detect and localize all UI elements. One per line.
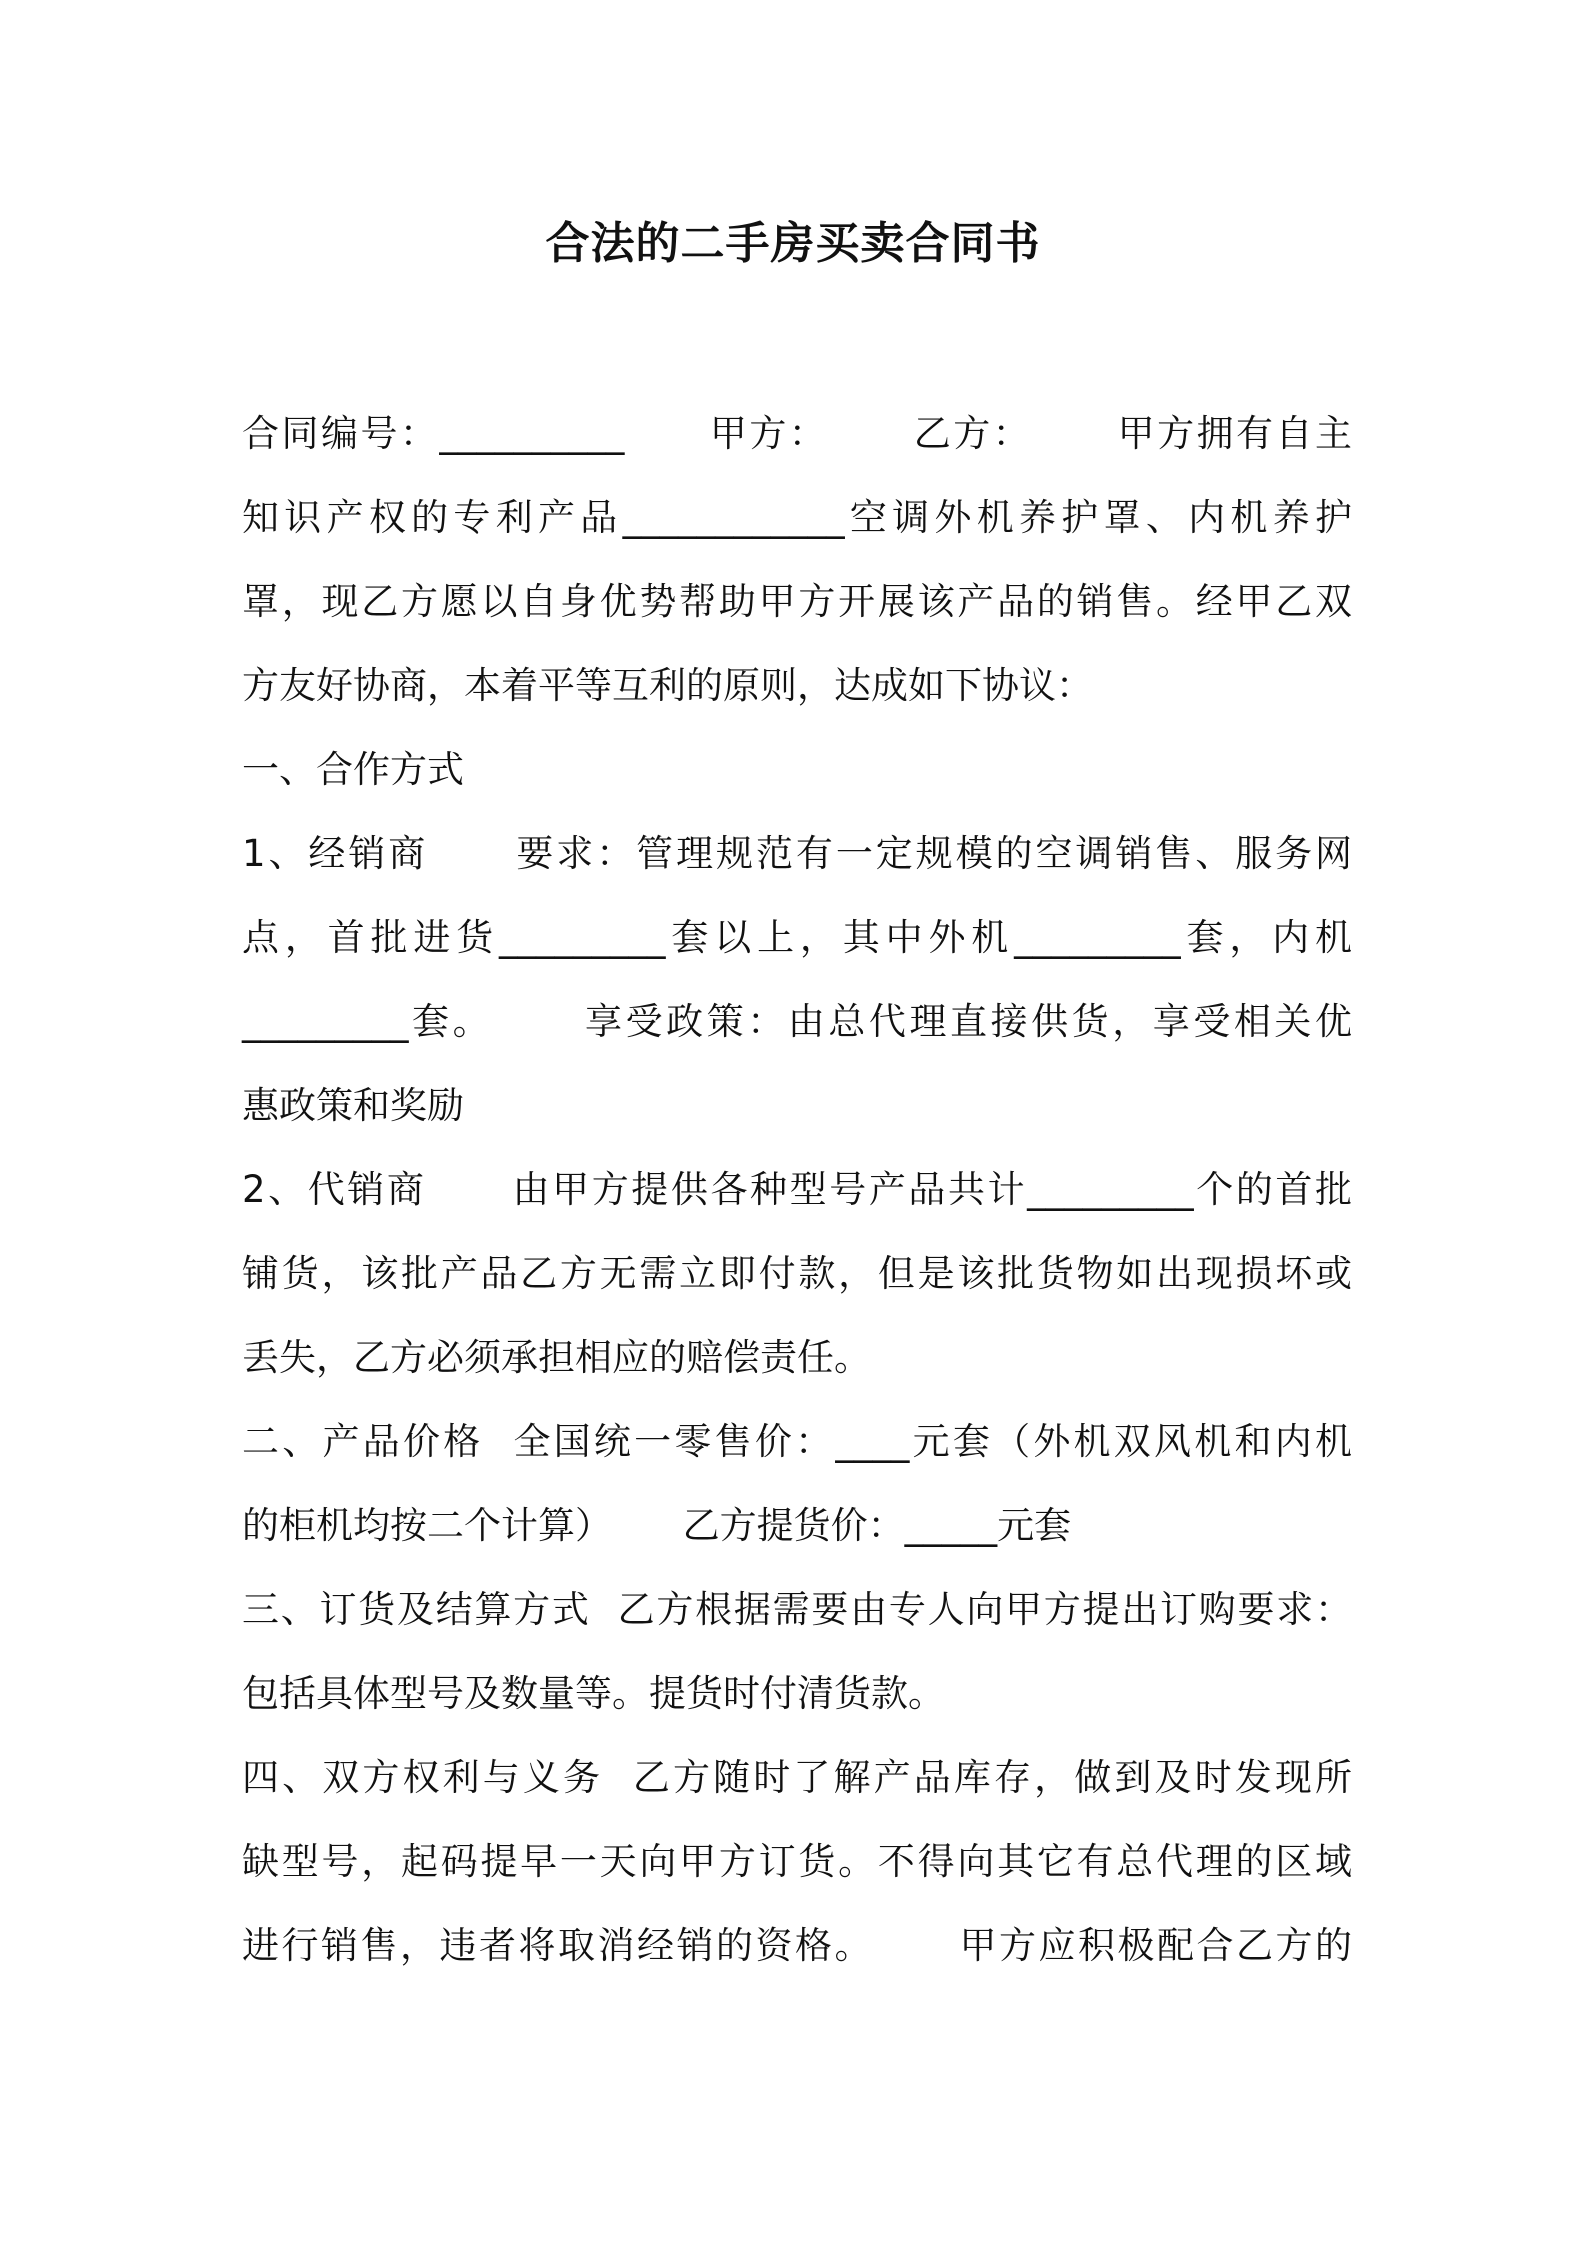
body-line-3: 罩，现乙方愿以自身优势帮助甲方开展该产品的销售。经甲乙双 bbox=[242, 580, 1352, 623]
body-line-10: 2、代销商 由甲方提供各种型号产品共计_________个的首批 bbox=[242, 1168, 1352, 1211]
section-heading-1: 一、合作方式 bbox=[242, 748, 464, 791]
body-line-8: _________套。 享受政策：由总代理直接供货，享受相关优 bbox=[242, 1000, 1352, 1043]
body-line-7: 点，首批进货_________套以上，其中外机_________套，内机 bbox=[242, 916, 1352, 959]
body-line-4: 方友好协商，本着平等互利的原则，达成如下协议： bbox=[242, 664, 1093, 707]
body-line-6: 1、经销商 要求：管理规范有一定规模的空调销售、服务网 bbox=[242, 832, 1352, 875]
body-line-9: 惠政策和奖励 bbox=[242, 1084, 464, 1127]
body-line-1: 合同编号：__________ 甲方： 乙方： 甲方拥有自主 bbox=[242, 412, 1352, 455]
body-line-12: 丢失，乙方必须承担相应的赔偿责任。 bbox=[242, 1336, 871, 1379]
body-line-18: 缺型号，起码提早一天向甲方订货。不得向其它有总代理的区域 bbox=[242, 1840, 1352, 1883]
body-line-17: 四、双方权利与义务 乙方随时了解产品库存，做到及时发现所 bbox=[242, 1756, 1352, 1799]
body-line-2: 知识产权的专利产品____________空调外机养护罩、内机养护 bbox=[242, 496, 1352, 539]
body-line-14: 的柜机均按二个计算） 乙方提货价：_____元套 bbox=[242, 1504, 1072, 1547]
body-line-13: 二、产品价格 全国统一零售价：____元套（外机双风机和内机 bbox=[242, 1420, 1352, 1463]
document-title: 合法的二手房买卖合同书 bbox=[545, 218, 1041, 269]
body-line-16: 包括具体型号及数量等。提货时付清货款。 bbox=[242, 1672, 945, 1715]
body-line-19: 进行销售，违者将取消经销的资格。 甲方应积极配合乙方的 bbox=[242, 1924, 1352, 1967]
body-line-15: 三、订货及结算方式 乙方根据需要由专人向甲方提出订购要求： bbox=[242, 1588, 1352, 1631]
body-line-11: 铺货，该批产品乙方无需立即付款，但是该批货物如出现损坏或 bbox=[242, 1252, 1352, 1295]
